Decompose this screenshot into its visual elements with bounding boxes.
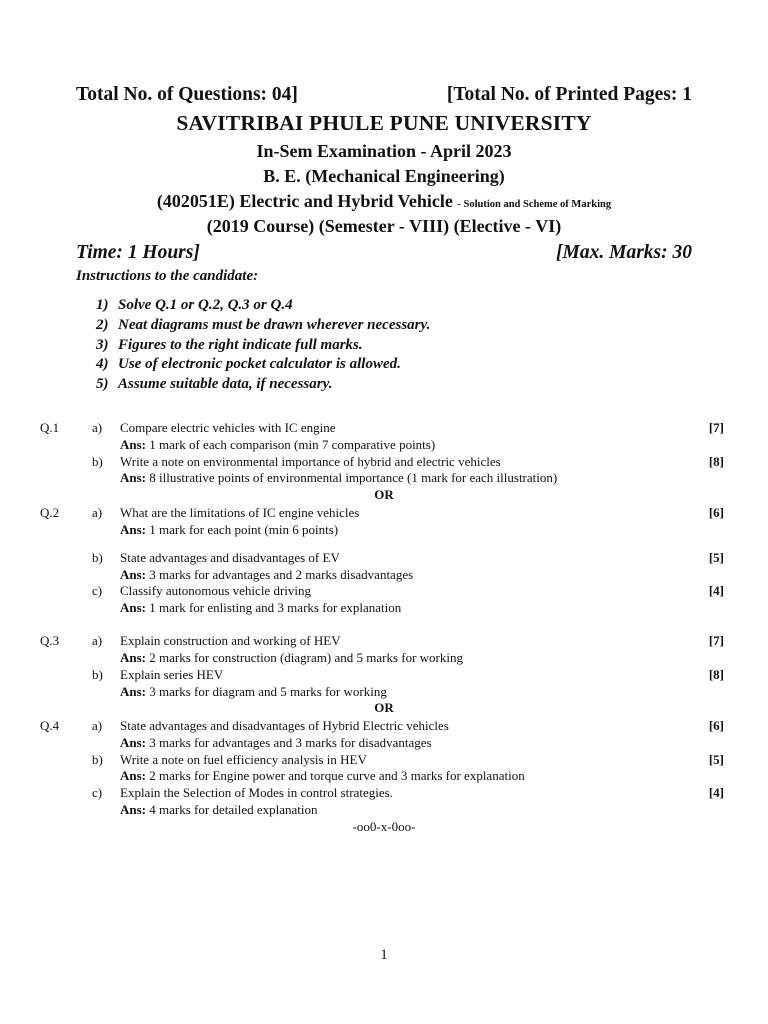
question-text: Compare electric vehicles with IC engine [120,420,336,435]
instruction-item: 5) Assume suitable data, if necessary. [96,376,333,392]
degree-title: B. E. (Mechanical Engineering) [263,166,505,186]
instructions-title: Instructions to the candidate: [76,268,259,284]
total-pages: [Total No. of Printed Pages: 1 [446,84,692,105]
header-top-row [76,84,692,110]
answer-line: Ans: 1 mark for enlisting and 3 marks for explanation [120,600,402,615]
sub-question-label: a) [92,633,103,648]
question-text: Write a note on fuel efficiency analysis in HEV [120,752,367,767]
answer-line: Ans: 2 marks for construction (diagram) and 5 marks for working [120,650,463,665]
answer-line: Ans: 3 marks for advantages and 3 marks for disadvantages [120,735,432,750]
or-separator: OR [374,700,394,715]
question-text: State advantages and disadvantages of Hybrid Electric vehicles [120,718,449,733]
answer-line: Ans: 2 marks for Engine power and torque curve and 3 marks for explanation [120,768,525,783]
subject-note: - Solution and Scheme of Marking [457,199,612,210]
question-number: Q.3 [40,633,60,648]
question-marks: [7] [708,633,724,648]
total-questions: Total No. of Questions: 04] [76,84,298,105]
sub-question-label: b) [92,550,103,565]
sub-question-label: c) [92,785,103,800]
answer-line: Ans: 1 mark for each point (min 6 points) [120,522,339,537]
time-marks-row [76,242,692,268]
answer-line: Ans: 8 illustrative points of environmental importance (1 mark for each illustration) [120,470,558,485]
question-text: Classify autonomous vehicle driving [120,583,312,598]
sub-question-label: a) [92,718,103,733]
question-marks: [5] [708,752,724,767]
instruction-item: 3) Figures to the right indicate full marks. [96,337,363,353]
sub-question-label: b) [92,752,103,767]
sub-question-label: b) [92,667,103,682]
page-number: 1 [380,947,388,963]
subject-line [0,191,768,212]
sub-question-label: a) [92,505,103,520]
or-separator: OR [374,487,394,502]
instruction-item: 4) Use of electronic pocket calculator is allowed. [96,356,401,372]
answer-line: Ans: 4 marks for detailed explanation [120,802,318,817]
question-marks: [6] [708,505,724,520]
course-line: (2019 Course) (Semester - VIII) (Elective - VI) [206,216,562,236]
question-marks: [7] [708,420,724,435]
answer-line: Ans: 1 mark of each comparison (min 7 comparative points) [120,437,436,452]
exam-title: In-Sem Examination - April 2023 [256,141,512,161]
question-text: Write a note on environmental importance of hybrid and electric vehicles [120,454,501,469]
question-marks: [4] [708,583,724,598]
time-limit: Time: 1 Hours] [76,242,200,263]
question-marks: [8] [708,454,724,469]
question-marks: [4] [708,785,724,800]
max-marks: [Max. Marks: 30 [556,242,692,263]
end-of-paper-mark: -oo0-x-0oo- [352,819,416,834]
question-text: Explain series HEV [120,667,224,682]
sub-question-label: b) [92,454,103,469]
answer-line: Ans: 3 marks for diagram and 5 marks for working [120,684,387,699]
subject-title: (402051E) Electric and Hybrid Vehicle [156,191,453,211]
sub-question-label: a) [92,420,103,435]
question-marks: [6] [708,718,724,733]
question-text: Explain construction and working of HEV [120,633,341,648]
answer-line: Ans: 3 marks for advantages and 2 marks disadvantages [120,567,414,582]
question-number: Q.1 [40,420,60,435]
question-text: State advantages and disadvantages of EV [120,550,340,565]
instruction-item: 2) Neat diagrams must be drawn wherever necessary. [96,317,431,333]
question-number: Q.2 [40,505,60,520]
question-text: What are the limitations of IC engine vehicles [120,505,360,520]
question-number: Q.4 [40,718,60,733]
question-marks: [8] [708,667,724,682]
instruction-item: 1) Solve Q.1 or Q.2, Q.3 or Q.4 [96,297,293,313]
university-name: SAVITRIBAI PHULE PUNE UNIVERSITY [176,111,592,135]
question-text: Explain the Selection of Modes in control strategies. [120,785,393,800]
question-marks: [5] [708,550,724,565]
sub-question-label: c) [92,583,103,598]
